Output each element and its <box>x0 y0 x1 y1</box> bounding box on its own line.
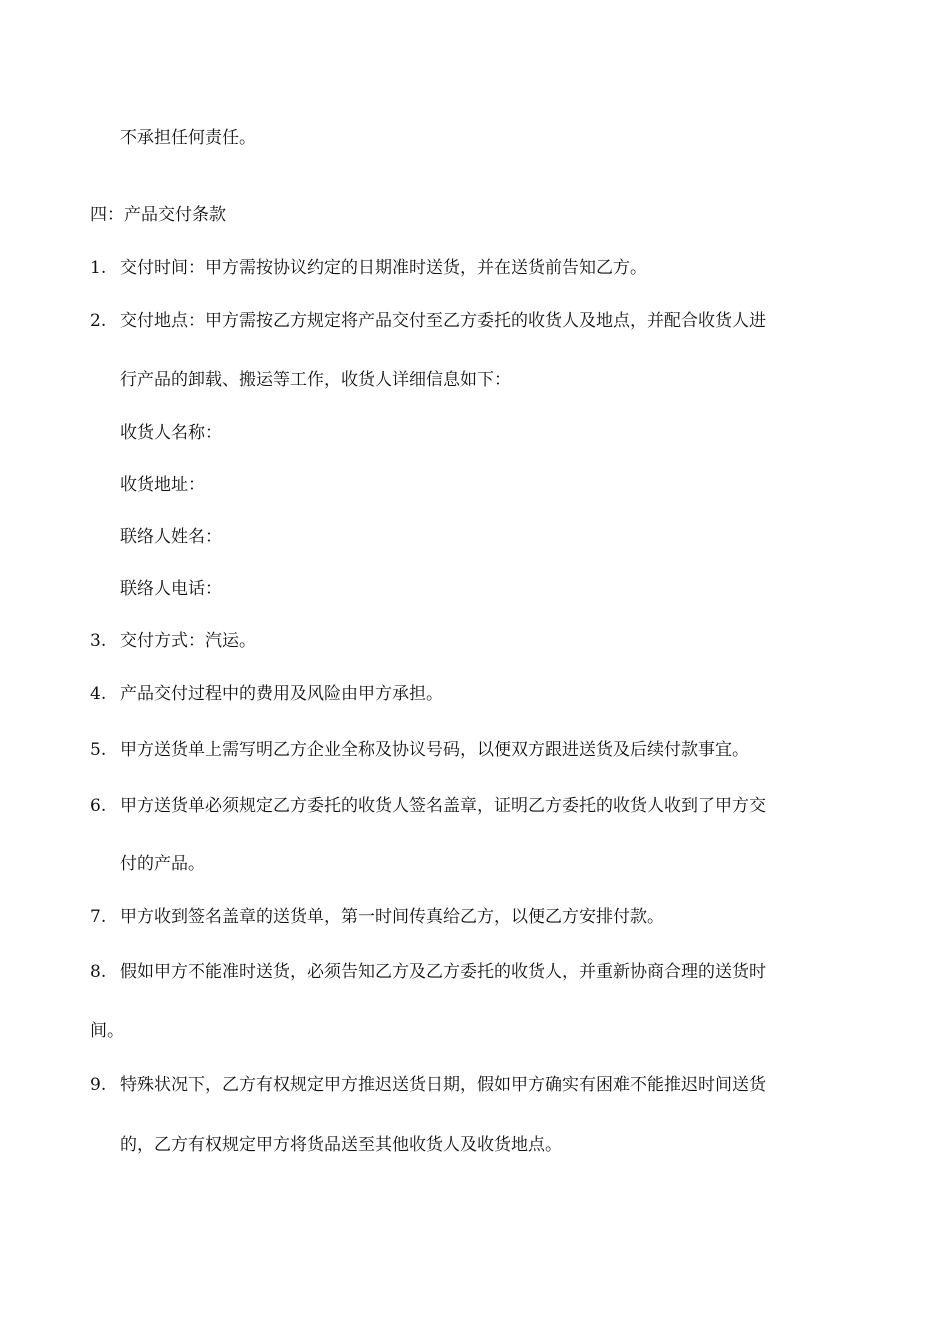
item-number: 3. <box>90 631 107 651</box>
item-text: 特殊状况下，乙方有权规定甲方推迟送货日期，假如甲方确实有困难不能推迟时间送货 <box>120 1075 766 1095</box>
item-text-continued: 间。 <box>90 1021 124 1041</box>
item-text: 甲方收到签名盖章的送货单，第一时间传真给乙方，以便乙方安排付款。 <box>120 907 664 927</box>
item-number: 1. <box>90 258 107 278</box>
item-number: 8. <box>90 962 107 982</box>
item-text: 交付地点：甲方需按乙方规定将产品交付至乙方委托的收货人及地点，并配合收货人进 <box>120 311 766 331</box>
item-number: 6. <box>90 796 107 816</box>
item-text: 交付时间：甲方需按协议约定的日期准时送货，并在送货前告知乙方。 <box>120 258 647 278</box>
consignee-address-label: 收货地址： <box>120 475 205 495</box>
contact-name-label: 联络人姓名： <box>120 527 222 547</box>
item-text: 产品交付过程中的费用及风险由甲方承担。 <box>120 684 443 704</box>
item-number: 7. <box>90 907 107 927</box>
item-text-continued: 的，乙方有权规定甲方将货品送至其他收货人及收货地点。 <box>120 1135 562 1155</box>
item-number: 9. <box>90 1075 107 1095</box>
continuation-text: 不承担任何责任。 <box>120 128 256 148</box>
consignee-name-label: 收货人名称： <box>120 423 222 443</box>
item-number: 5. <box>90 740 107 760</box>
item-number: 2. <box>90 311 107 331</box>
section-heading: 四：产品交付条款 <box>90 205 226 225</box>
item-text: 甲方送货单上需写明乙方企业全称及协议号码，以便双方跟进送货及后续付款事宜。 <box>120 740 749 760</box>
contact-phone-label: 联络人电话： <box>120 579 222 599</box>
item-number: 4. <box>90 684 107 704</box>
item-text: 假如甲方不能准时送货，必须告知乙方及乙方委托的收货人，并重新协商合理的送货时 <box>120 962 766 982</box>
item-text: 甲方送货单必须规定乙方委托的收货人签名盖章，证明乙方委托的收货人收到了甲方交 <box>120 796 766 816</box>
item-text: 交付方式：汽运。 <box>120 631 256 651</box>
item-text-continued: 付的产品。 <box>120 854 205 874</box>
item-text-continued: 行产品的卸载、搬运等工作，收货人详细信息如下： <box>120 370 511 390</box>
